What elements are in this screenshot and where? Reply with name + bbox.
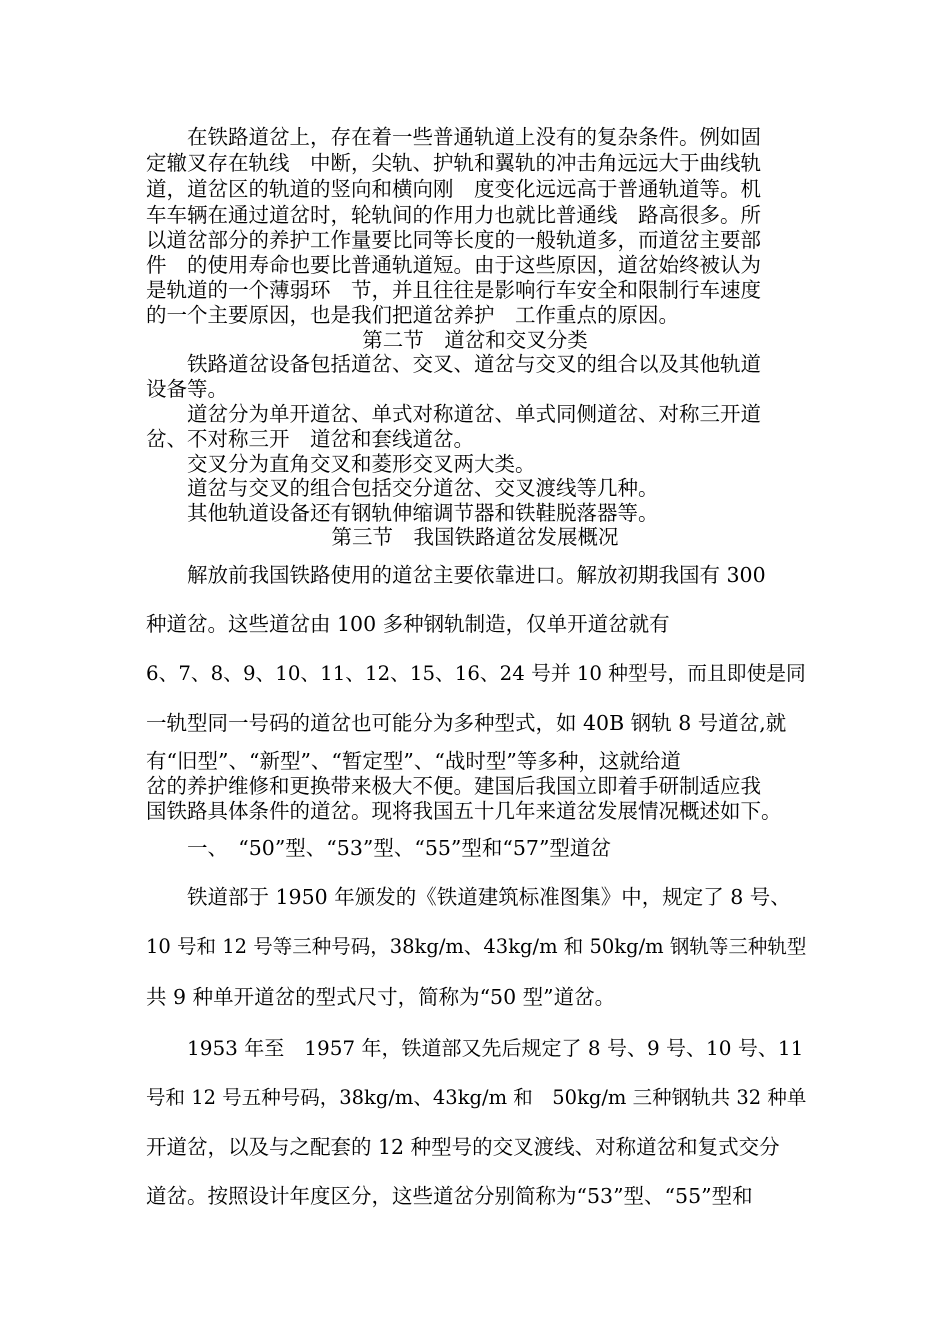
text-line: 道岔分为单开道岔、单式对称道岔、单式同侧道岔、对称三开道	[187, 402, 761, 426]
text-line: 1953 年至 1957 年，铁道部又先后规定了 8 号、9 号、10 号、11	[187, 1036, 804, 1060]
text-line: 岔的养护维修和更换带来极大不便。建国后我国立即着手研制适应我	[146, 774, 761, 798]
text-line: 道，道岔区的轨道的竖向和横向刚 度变化远远高于普通轨道等。机	[146, 177, 761, 201]
text-line: 定辙叉存在轨线 中断，尖轨、护轨和翼轨的冲击角远远大于曲线轨	[146, 151, 761, 175]
text-line: 一轨型同一号码的道岔也可能分为多种型式，如 40B 钢轨 8 号道岔,就	[146, 711, 787, 735]
text-line: 岔、不对称三开 道岔和套线道岔。	[146, 427, 474, 451]
section-heading: 第二节 道岔和交叉分类	[362, 328, 588, 352]
text-line: 10 号和 12 号等三种号码，38kg/m、43kg/m 和 50kg/m 钢轨等三种轨型	[146, 935, 807, 958]
text-line: 交叉分为直角交叉和菱形交叉两大类。	[187, 452, 536, 476]
text-line: 件 的使用寿命也要比普通轨道短。由于这些原因，道岔始终被认为	[146, 253, 761, 277]
text-line: 道岔。按照设计年度区分，这些道岔分别简称为“53”型、“55”型和	[146, 1184, 753, 1208]
text-line: 设备等。	[146, 377, 228, 401]
text-line: 共 9 种单开道岔的型式尺寸，简称为“50 型”道岔。	[146, 985, 616, 1009]
text-line: 车车辆在通过道岔时，轮轨间的作用力也就比普通线 路高很多。所	[146, 203, 761, 227]
text-line: 在铁路道岔上，存在着一些普通轨道上没有的复杂条件。例如固	[187, 125, 761, 149]
text-line: 铁路道岔设备包括道岔、交叉、道岔与交叉的组合以及其他轨道	[187, 352, 761, 376]
section-heading: 第三节 我国铁路道岔发展概况	[331, 525, 619, 549]
text-line: 有“旧型”、“新型”、“暂定型”、“战时型”等多种，这就给道	[146, 749, 681, 773]
text-line: 种道岔。这些道岔由 100 多种钢轨制造，仅单开道岔就有	[146, 612, 670, 636]
text-line: 国铁路具体条件的道岔。现将我国五十几年来道岔发展情况概述如下。	[146, 799, 782, 823]
text-line: 开道岔，以及与之配套的 12 种型号的交叉渡线、对称道岔和复式交分	[146, 1135, 780, 1159]
text-line: 的一个主要原因，也是我们把道岔养护 工作重点的原因。	[146, 303, 679, 327]
text-line: 以道岔部分的养护工作量要比同等长度的一般轨道多，而道岔主要部	[146, 228, 761, 252]
subsection-heading: 一、 “50”型、“53”型、“55”型和“57”型道岔	[187, 836, 611, 860]
text-line: 6、7、8、9、10、11、12、15、16、24 号并 10 种型号，而且即使是同	[146, 662, 806, 685]
text-line: 是轨道的一个薄弱环 节，并且往往是影响行车安全和限制行车速度	[146, 278, 761, 302]
text-line: 解放前我国铁路使用的道岔主要依靠进口。解放初期我国有 300	[187, 563, 766, 587]
text-line: 号和 12 号五种号码，38kg/m、43kg/m 和 50kg/m 三种钢轨共 32 种单	[146, 1086, 807, 1109]
text-line: 其他轨道设备还有钢轨伸缩调节器和铁鞋脱落器等。	[187, 501, 659, 525]
text-line: 道岔与交叉的组合包括交分道岔、交叉渡线等几种。	[187, 476, 659, 500]
text-line: 铁道部于 1950 年颁发的《铁道建筑标准图集》中，规定了 8 号、	[187, 885, 791, 909]
